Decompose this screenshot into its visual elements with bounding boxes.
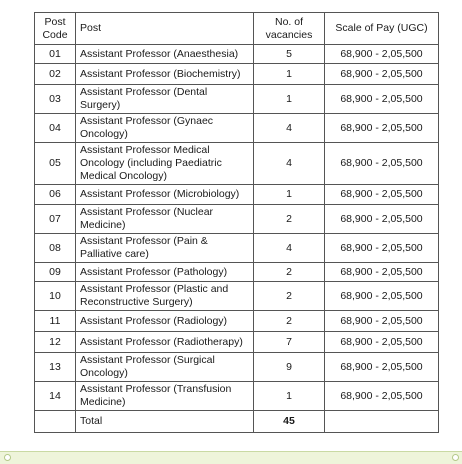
table-row <box>35 45 439 64</box>
previous-text-strip <box>0 0 462 7</box>
cell-scale-of-pay: 68,900 - 2,05,500 <box>325 332 439 353</box>
cell-scale-of-pay: 68,900 - 2,05,500 <box>325 45 439 64</box>
cell-scale-of-pay: 68,900 - 2,05,500 <box>325 85 439 114</box>
table-row <box>35 282 439 311</box>
cell-post: Assistant Professor (Surgical Oncology) <box>76 353 254 382</box>
decorative-dot-icon <box>452 454 459 461</box>
cell-post-code: 06 <box>35 185 76 205</box>
cell-post: Assistant Professor (Radiotherapy) <box>76 332 254 353</box>
cell-vacancies: 1 <box>254 64 325 85</box>
table-row <box>35 64 439 85</box>
cell-post-code: 07 <box>35 205 76 234</box>
table-body <box>35 45 439 433</box>
cell-vacancies: 1 <box>254 185 325 205</box>
cell-scale-of-pay: 68,900 - 2,05,500 <box>325 143 439 185</box>
table-row <box>35 114 439 143</box>
cell-vacancies: 2 <box>254 282 325 311</box>
cell-vacancies: 1 <box>254 382 325 411</box>
cell-vacancies: 7 <box>254 332 325 353</box>
table-row <box>35 185 439 205</box>
cell-vacancies: 2 <box>254 205 325 234</box>
cell-post: Assistant Professor (Pain & Palliative care) <box>76 234 254 263</box>
header-vacancies: No. of vacancies <box>254 13 325 45</box>
table-row <box>35 382 439 411</box>
cell-post-code: 03 <box>35 85 76 114</box>
cell-scale-of-pay: 68,900 - 2,05,500 <box>325 64 439 85</box>
decorative-bottom-band <box>0 451 462 464</box>
cell-post: Assistant Professor (Microbiology) <box>76 185 254 205</box>
cell-post: Assistant Professor (Nuclear Medicine) <box>76 205 254 234</box>
cell-post-code: 05 <box>35 143 76 185</box>
cell-total-empty-code <box>35 411 76 433</box>
cell-post-code: 12 <box>35 332 76 353</box>
cell-post: Assistant Professor Medical Oncology (including Paediatric Medical Oncology) <box>76 143 254 185</box>
cell-total-empty-pay <box>325 411 439 433</box>
cell-scale-of-pay: 68,900 - 2,05,500 <box>325 205 439 234</box>
cell-post-code: 01 <box>35 45 76 64</box>
cell-scale-of-pay: 68,900 - 2,05,500 <box>325 114 439 143</box>
table-row <box>35 263 439 282</box>
cell-post-code: 11 <box>35 311 76 332</box>
cell-post: Assistant Professor (Dental Surgery) <box>76 85 254 114</box>
cell-vacancies: 4 <box>254 114 325 143</box>
cell-post: Assistant Professor (Biochemistry) <box>76 64 254 85</box>
cell-scale-of-pay: 68,900 - 2,05,500 <box>325 382 439 411</box>
header-post-code: Post Code <box>35 13 76 45</box>
cell-scale-of-pay: 68,900 - 2,05,500 <box>325 234 439 263</box>
cell-post-code: 08 <box>35 234 76 263</box>
table-row <box>35 234 439 263</box>
header-scale-of-pay: Scale of Pay (UGC) <box>325 13 439 45</box>
table-row <box>35 332 439 353</box>
table-row <box>35 353 439 382</box>
cell-vacancies: 5 <box>254 45 325 64</box>
table-row <box>35 205 439 234</box>
cell-post: Assistant Professor (Transfusion Medicine) <box>76 382 254 411</box>
cell-vacancies: 9 <box>254 353 325 382</box>
cell-post: Assistant Professor (Radiology) <box>76 311 254 332</box>
cell-post: Assistant Professor (Anaesthesia) <box>76 45 254 64</box>
total-vacancies: 45 <box>254 411 325 433</box>
cell-post-code: 09 <box>35 263 76 282</box>
cell-post-code: 10 <box>35 282 76 311</box>
total-row <box>35 411 439 433</box>
cell-scale-of-pay: 68,900 - 2,05,500 <box>325 282 439 311</box>
cell-vacancies: 1 <box>254 85 325 114</box>
cell-scale-of-pay: 68,900 - 2,05,500 <box>325 263 439 282</box>
cell-post-code: 14 <box>35 382 76 411</box>
decorative-dot-icon <box>4 454 11 461</box>
header-post: Post <box>76 13 254 45</box>
cell-post-code: 13 <box>35 353 76 382</box>
cell-post-code: 04 <box>35 114 76 143</box>
table-row <box>35 85 439 114</box>
table-row <box>35 143 439 185</box>
cell-post: Assistant Professor (Gynaec Oncology) <box>76 114 254 143</box>
cell-post-code: 02 <box>35 64 76 85</box>
cell-post: Assistant Professor (Plastic and Reconstructive Surgery) <box>76 282 254 311</box>
cell-vacancies: 4 <box>254 234 325 263</box>
cell-scale-of-pay: 68,900 - 2,05,500 <box>325 185 439 205</box>
cell-scale-of-pay: 68,900 - 2,05,500 <box>325 353 439 382</box>
cell-vacancies: 4 <box>254 143 325 185</box>
cell-post: Assistant Professor (Pathology) <box>76 263 254 282</box>
total-label: Total <box>76 411 254 433</box>
table-row <box>35 311 439 332</box>
table-header-row <box>35 13 439 45</box>
vacancy-table <box>34 12 439 433</box>
cell-scale-of-pay: 68,900 - 2,05,500 <box>325 311 439 332</box>
cell-vacancies: 2 <box>254 311 325 332</box>
cell-vacancies: 2 <box>254 263 325 282</box>
